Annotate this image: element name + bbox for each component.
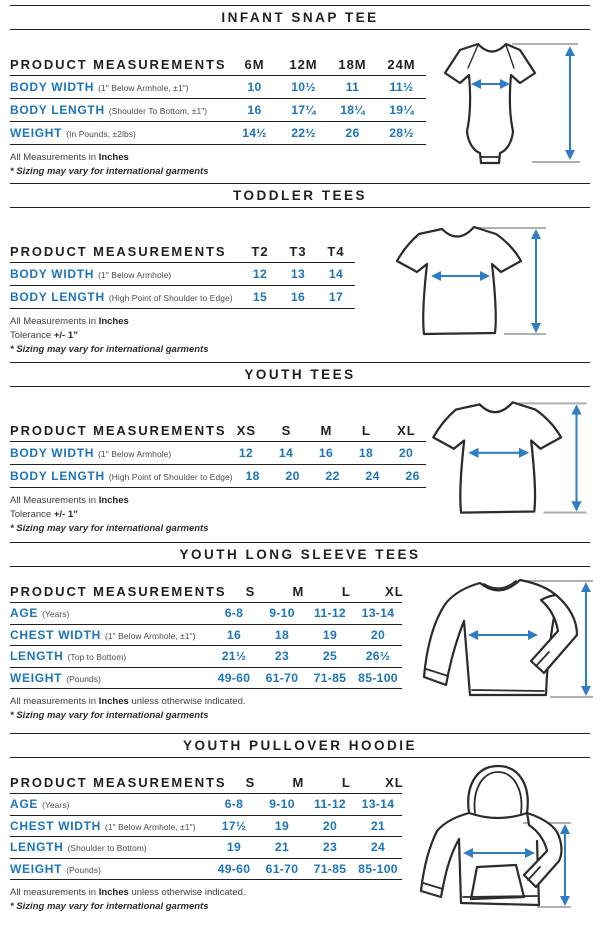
measurement-value: 17½	[221, 818, 247, 833]
measurement-value: 20	[370, 627, 386, 642]
measurement-table	[10, 772, 402, 880]
measurement-value: 13	[290, 267, 306, 281]
measurement-value: 23	[322, 840, 338, 855]
measurement-value: 26	[405, 469, 420, 483]
measurement-value: 15	[252, 290, 268, 304]
row-label-cell	[10, 797, 210, 811]
measurement-value: 13-14	[361, 606, 395, 621]
table-row	[10, 625, 402, 647]
measurement-value: 18¼	[340, 103, 365, 117]
measurement-value: 14	[328, 267, 344, 281]
table-row	[10, 286, 355, 309]
measurement-label: CHEST WIDTH	[10, 627, 102, 642]
figure-toddler-tee	[388, 221, 553, 348]
table-row	[10, 859, 402, 881]
measurement-label: BODY LENGTH	[10, 469, 105, 483]
measurement-value: 12	[252, 267, 268, 281]
table-row	[10, 794, 402, 816]
measurement-value: 13-14	[361, 797, 395, 812]
measurement-value: 6-8	[224, 606, 244, 621]
measurement-value: 9-10	[269, 606, 295, 621]
section-title: YOUTH PULLOVER HOODIE	[182, 738, 417, 753]
table-header-row	[10, 54, 426, 76]
measurement-value: 9-10	[269, 797, 295, 812]
measurement-value: 28½	[389, 126, 414, 140]
measurement-value: 26	[345, 126, 360, 140]
section-title-band	[10, 362, 590, 387]
footnote-text: All Measurements in	[10, 495, 99, 506]
measurement-value: 18	[274, 627, 290, 642]
table-row	[10, 668, 402, 690]
section-title: YOUTH LONG SLEEVE TEES	[179, 547, 421, 562]
measurement-label: BODY WIDTH	[10, 80, 95, 94]
row-label-cell	[10, 862, 210, 876]
measurement-table	[10, 420, 426, 488]
long-sleeve-tee-illustration	[420, 573, 595, 713]
measurement-value: 17	[328, 290, 344, 304]
measurement-detail: (1" Below Armhole, ±1")	[105, 821, 196, 832]
measurement-value: 19¼	[389, 103, 414, 117]
footnote-text: unless otherwise indicated.	[128, 696, 246, 707]
tee-illustration	[424, 396, 594, 522]
measurement-value: 49-60	[217, 861, 251, 876]
row-label-cell	[10, 628, 210, 642]
measurement-value: 19	[226, 840, 242, 855]
measurement-label: LENGTH	[10, 840, 64, 855]
footnote-text: * Sizing may vary for international garments	[10, 901, 209, 912]
measurement-value: 61-70	[265, 670, 299, 685]
onesie-illustration	[440, 38, 590, 168]
measurement-value: 49-60	[217, 670, 251, 685]
measurement-value: 24	[370, 840, 386, 855]
row-label-cell	[10, 80, 230, 94]
measurement-table	[10, 241, 355, 309]
column-header: M	[292, 584, 305, 599]
table-header-row	[10, 420, 426, 442]
measurement-value: 21	[274, 840, 290, 855]
measurement-value: 10	[247, 80, 262, 94]
section-youth-long-sleeve-tees	[0, 542, 600, 733]
section-title-band	[10, 5, 590, 30]
footnote-text: Inches	[98, 887, 129, 898]
row-label-cell	[10, 840, 210, 854]
footnote-text: unless otherwise indicated.	[128, 887, 246, 898]
figure-infant-onesie	[440, 38, 590, 173]
table-row	[10, 122, 426, 145]
measurement-detail: (High Point of Shoulder to Edge)	[108, 293, 233, 303]
footnote-text: Tolerance	[10, 509, 54, 520]
section-toddler-tees	[0, 183, 600, 362]
measurement-label: CHEST WIDTH	[10, 818, 102, 833]
measurement-detail: (Shoulder To Bottom, ±1")	[108, 106, 208, 116]
column-header: T3	[289, 244, 307, 259]
measurement-value: 26½	[365, 649, 391, 664]
measurement-label: BODY WIDTH	[10, 267, 95, 281]
section-title-band	[10, 733, 590, 758]
row-label-cell	[10, 446, 226, 460]
measurement-label: BODY WIDTH	[10, 446, 95, 460]
measurement-value: 24	[365, 469, 380, 483]
measurement-value: 20	[285, 469, 300, 483]
column-header: 12M	[289, 57, 318, 72]
footnote-text: * Sizing may vary for international garments	[10, 710, 209, 721]
measurement-value: 17¼	[291, 103, 316, 117]
table-row	[10, 263, 355, 286]
measurement-value: 14½	[242, 126, 267, 140]
row-label-cell	[10, 290, 241, 304]
column-header: S	[245, 584, 256, 599]
measurement-detail: (In Pounds, ±2lbs)	[66, 129, 136, 139]
measurement-value: 22	[325, 469, 340, 483]
measurement-value: 21½	[221, 649, 247, 664]
measurement-label: AGE	[10, 606, 39, 621]
measurement-value: 16	[247, 103, 262, 117]
measurement-value: 21	[370, 818, 386, 833]
measurement-value: 18	[358, 446, 374, 460]
measurement-value: 11-12	[314, 797, 346, 812]
section-title: TODDLER TEES	[232, 188, 367, 203]
measurement-detail: (1" Below Armhole)	[98, 270, 172, 280]
measurement-value: 20	[322, 818, 338, 833]
measurement-detail: (Shoulder to Bottom)	[67, 843, 147, 854]
measurement-value: 16	[318, 446, 334, 460]
column-header: S	[281, 423, 292, 438]
measurement-value: 16	[290, 290, 306, 304]
measurement-value: 14	[278, 446, 294, 460]
footnote-text: Inches	[98, 316, 129, 327]
row-label-cell	[10, 819, 210, 833]
column-header: 6M	[244, 57, 265, 72]
measurement-value: 61-70	[265, 861, 299, 876]
footnote-text: +/- 1”	[53, 509, 78, 520]
measurement-detail: (Pounds)	[66, 673, 101, 684]
measurement-label: LENGTH	[10, 649, 64, 664]
measurement-value: 22½	[291, 126, 316, 140]
footnote-text: Inches	[98, 495, 129, 506]
column-header: XL	[397, 423, 416, 438]
hoodie-illustration	[416, 763, 578, 915]
measurement-detail: (1" Below Armhole, ±1")	[98, 83, 189, 93]
footnote-text: All Measurements in	[10, 316, 99, 327]
measurement-value: 12	[238, 446, 254, 460]
footnote-text: Inches	[98, 152, 129, 163]
column-header: S	[245, 775, 256, 790]
measurement-detail: (Pounds)	[66, 864, 101, 875]
measurement-table	[10, 581, 402, 689]
table-header-row	[10, 241, 355, 263]
section-title-band	[10, 542, 590, 567]
row-label-cell	[10, 671, 210, 685]
measurement-detail: (1" Below Armhole)	[98, 449, 172, 459]
measurement-label: BODY LENGTH	[10, 290, 105, 304]
footnote-text: * Sizing may vary for international garments	[10, 166, 209, 177]
table-header-label: PRODUCT MEASUREMENTS	[10, 584, 227, 599]
table-header-row	[10, 772, 402, 794]
section-title: INFANT SNAP TEE	[221, 10, 379, 25]
measurement-detail: (Top to Bottom)	[67, 652, 127, 663]
measurement-value: 20	[398, 446, 414, 460]
section-youth-tees	[0, 362, 600, 542]
measurement-value: 16	[226, 627, 242, 642]
footnote-text: * Sizing may vary for international garments	[10, 344, 209, 355]
row-label-cell	[10, 267, 241, 281]
table-row	[10, 465, 426, 488]
measurement-value: 85-100	[358, 670, 398, 685]
footnote-text: Tolerance	[10, 330, 54, 341]
measurement-value: 85-100	[358, 861, 398, 876]
section-title-band	[10, 183, 590, 208]
table-header-label: PRODUCT MEASUREMENTS	[10, 423, 227, 438]
table-header-row	[10, 581, 402, 603]
measurement-detail: (1" Below Armhole, ±1")	[105, 630, 196, 641]
measurement-label: WEIGHT	[10, 126, 63, 140]
measurement-detail: (Years)	[42, 609, 70, 620]
row-label-cell	[10, 469, 233, 483]
measurement-detail: (Years)	[42, 800, 70, 811]
table-row	[10, 816, 402, 838]
row-label-cell	[10, 649, 210, 663]
measurement-label: BODY LENGTH	[10, 103, 105, 117]
column-header: M	[292, 775, 305, 790]
table-header-label: PRODUCT MEASUREMENTS	[10, 244, 227, 259]
table-row	[10, 99, 426, 122]
column-header: M	[320, 423, 333, 438]
column-header: 18M	[338, 57, 367, 72]
table-row	[10, 442, 426, 465]
row-label-cell	[10, 103, 230, 117]
measurement-value: 71-85	[313, 861, 347, 876]
table-row	[10, 76, 426, 99]
footnote-text: All measurements in	[10, 696, 99, 707]
measurement-value: 71-85	[313, 670, 347, 685]
measurement-value: 11	[345, 80, 360, 94]
measurement-value: 23	[274, 649, 290, 664]
table-header-label: PRODUCT MEASUREMENTS	[10, 57, 227, 72]
column-header: XL	[385, 775, 404, 790]
measurement-label: WEIGHT	[10, 861, 63, 876]
column-header: L	[341, 584, 351, 599]
column-header: T4	[327, 244, 345, 259]
section-youth-pullover-hoodie	[0, 733, 600, 926]
figure-pullover-hoodie	[416, 763, 578, 920]
column-header: L	[341, 775, 351, 790]
footnote-text: All measurements in	[10, 887, 99, 898]
measurement-value: 6-8	[224, 797, 244, 812]
table-row	[10, 603, 402, 625]
measurement-detail: (High Point of Shoulder to Edge)	[108, 472, 233, 482]
measurement-label: AGE	[10, 797, 39, 812]
footnote-text: +/- 1”	[53, 330, 78, 341]
measurement-value: 25	[322, 649, 338, 664]
table-header-label: PRODUCT MEASUREMENTS	[10, 775, 227, 790]
measurement-value: 19	[274, 818, 290, 833]
column-header: XL	[385, 584, 404, 599]
row-label-cell	[10, 126, 230, 140]
footnote-text: All Measurements in	[10, 152, 99, 163]
measurement-value: 11½	[389, 80, 414, 94]
measurement-value: 10½	[291, 80, 316, 94]
table-row	[10, 646, 402, 668]
measurement-label: WEIGHT	[10, 670, 63, 685]
figure-youth-tee	[424, 396, 594, 527]
measurement-value: 19	[322, 627, 338, 642]
figure-long-sleeve-tee	[420, 573, 595, 718]
row-label-cell	[10, 606, 210, 620]
column-header: L	[361, 423, 371, 438]
measurement-value: 18	[245, 469, 260, 483]
footnote-text: Inches	[98, 696, 129, 707]
section-infant-snap-tee	[0, 0, 600, 183]
footnote-text: * Sizing may vary for international garments	[10, 523, 209, 534]
measurement-table	[10, 54, 426, 145]
column-header: T2	[251, 244, 269, 259]
column-header: XS	[236, 423, 257, 438]
measurement-value: 11-12	[314, 606, 346, 621]
table-row	[10, 837, 402, 859]
tee-illustration	[388, 221, 553, 343]
section-title: YOUTH TEES	[244, 367, 356, 382]
column-header: 24M	[387, 57, 416, 72]
